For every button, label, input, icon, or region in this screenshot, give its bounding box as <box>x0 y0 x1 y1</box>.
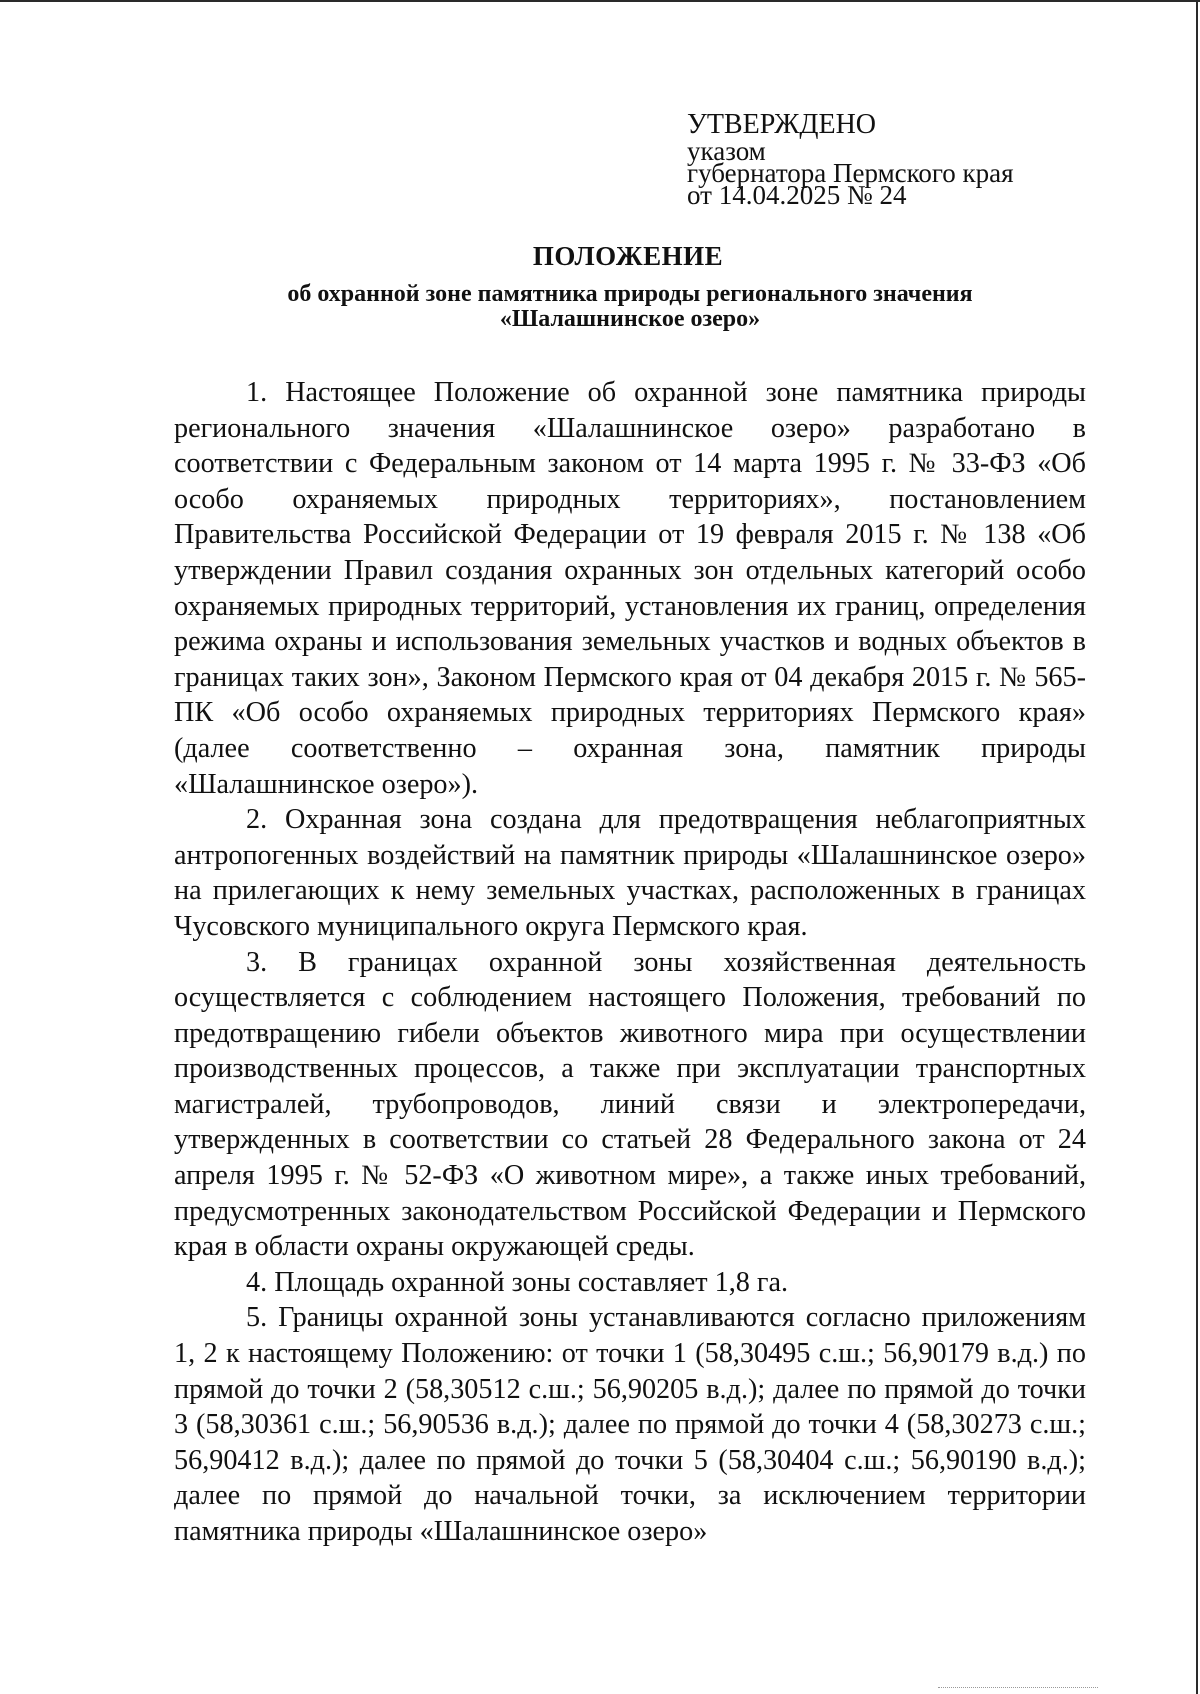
approval-stamp-block <box>687 109 1107 210</box>
paragraph-3: 3. В границах охранной зоны хозяйственная деятельность осуществляется с соблюдением настоящего Положения, требований по предотвращению гибели объектов животного мира при осуществлении производственных процессов, а также при эксплуатации транспортных магистралей, трубопроводов, линий связи и электропередачи, утвержденных в соответствии со статьей 28 Федерального закона от 24 апреля 1995 г. № 52-ФЗ «О животном мире», а также иных требований, предусмотренных законодательством Российской Федерации и Пермского края в области охраны окружающей среды. <box>174 946 1086 1263</box>
approval-decree-line: указом <box>687 136 766 166</box>
paragraph-1: 1. Настоящее Положение об охранной зоне памятника природы регионального значения «Шалашнинское озеро» разработано в соответствии с Федеральным законом от 14 марта 1995 г. № 33-ФЗ «Об особо охраняемых природных территориях», постановлением Правительства Российской Федерации от 19 февраля 2015 г. № 138 «Об утверждении Правил создания охранных зон отдельных категорий особо охраняемых природных территорий, установления их границ, определения режима охраны и использования земельных участков и водных объектов в границах таких зон», Законом Пермского края от 04 декабря 2015 г. № 565-ПК «Об особо охраняемых природных территориях Пермского края» (далее соответственно – охранная зона, памятник природы «Шалашнинское озеро»). <box>174 377 1086 800</box>
document-subtitle-line-2: «Шалашнинское озеро» <box>499 306 761 332</box>
paragraph-2: 2. Охранная зона создана для предотвращения неблагоприятных антропогенных воздействий на памятник природы «Шалашнинское озеро» на прилегающих к нему земельных участках, расположенных в границах Чусовского муниципального округа Пермского края. <box>174 804 1086 942</box>
page-top-border <box>0 0 1200 2</box>
scan-artifact-line <box>938 1687 1098 1689</box>
document-subtitle <box>160 282 1100 332</box>
document-subtitle-line-1: об охранной зоне памятника природы регионального значения <box>287 281 973 307</box>
document-body <box>174 375 1086 1550</box>
document-title: ПОЛОЖЕНИЕ <box>532 241 724 271</box>
approval-title: УТВЕРЖДЕНО <box>687 109 877 140</box>
approval-date-line: от 14.04.2025 № 24 <box>687 180 907 210</box>
paragraph-5: 5. Границы охранной зоны устанавливаются согласно приложениям 1, 2 к настоящему Положению: от точки 1 (58,30495 с.ш.; 56,90179 в.д.) по прямой до точки 2 (58,30512 с.ш.; 56,90205 в.д.); далее по прямой до точки 3 (58,30361 с.ш.; 56,90536 в.д.); далее по прямой до точки 4 (58,30273 с.ш.; 56,90412 в.д.); далее по прямой до точки 5 (58,30404 с.ш.; 56,90190 в.д.); далее по прямой до начальной точки, за исключением территории памятника природы «Шалашнинское озеро» <box>174 1302 1086 1547</box>
paragraph-4: 4. Площадь охранной зоны составляет 1,8 га. <box>246 1266 789 1298</box>
approval-governor-line: губернатора Пермского края <box>687 158 1014 188</box>
